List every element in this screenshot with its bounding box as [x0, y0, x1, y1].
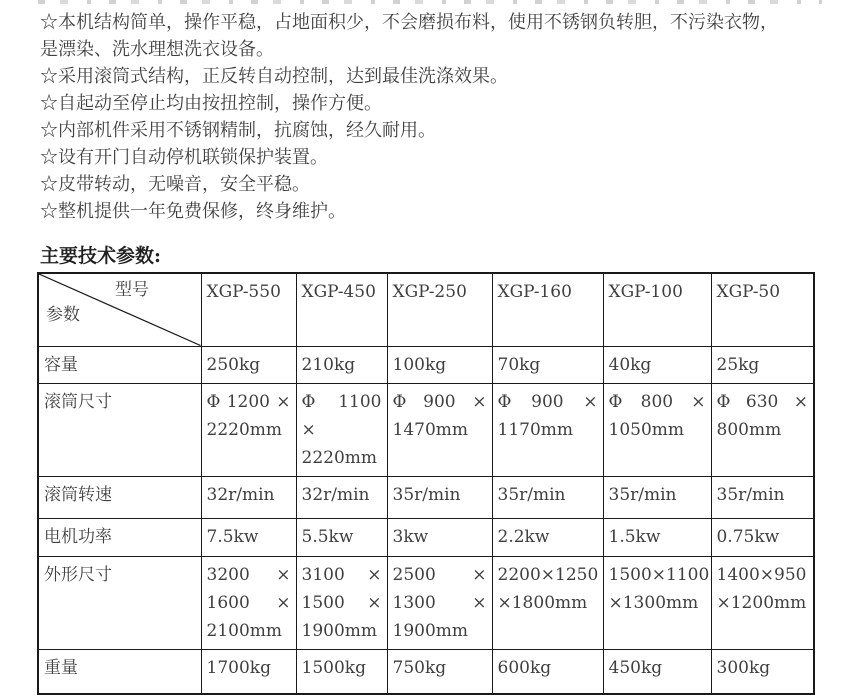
- cell-line: 1900mm: [392, 620, 469, 641]
- table-cell: [201, 518, 296, 556]
- cell-line: 2.2kw: [497, 526, 550, 547]
- feature-line: ☆设有开门自动停机联锁保护装置。: [40, 147, 328, 168]
- table-cell: [711, 346, 814, 383]
- table-row: [38, 476, 814, 518]
- cell-line: 2500 ×: [392, 564, 487, 585]
- table-cell: [711, 383, 814, 476]
- cell-line: 35r/min: [392, 484, 461, 505]
- clipped-text-remnant: [38, 0, 822, 4]
- cell-line: Φ 900 ×: [497, 391, 598, 412]
- feature-line: ☆自起动至停止均由按扭控制，操作方便。: [40, 93, 382, 114]
- param-label-cell: 电机功率: [38, 518, 201, 556]
- table-cell: [603, 518, 711, 556]
- cell-line: Φ 900 ×: [392, 391, 487, 412]
- table-cell: [387, 556, 492, 649]
- cell-line: 1600 ×: [206, 592, 291, 613]
- table-cell: [603, 476, 711, 518]
- feature-line: ☆皮带转动，无噪音，安全平稳。: [40, 174, 310, 195]
- table-cell: [296, 556, 387, 649]
- cell-line: 1170mm: [497, 419, 574, 440]
- header-model-label: 型号: [115, 280, 149, 300]
- param-label-cell: 重量: [38, 649, 201, 694]
- cell-line: 3kw: [392, 526, 429, 547]
- table-cell: [603, 556, 711, 649]
- feature-line: ☆采用滚筒式结构，正反转自动控制，达到最佳洗涤效果。: [40, 66, 508, 87]
- cell-line: 70kg: [497, 354, 541, 375]
- table-cell: [492, 383, 603, 476]
- table-header-row: [38, 273, 814, 346]
- cell-line: 1500 ×: [301, 592, 382, 613]
- model-header-cell: XGP-100: [603, 273, 711, 346]
- spec-table: [37, 272, 815, 695]
- cell-line: 1400×950: [716, 564, 807, 585]
- table-cell: [201, 346, 296, 383]
- cell-line: 32r/min: [206, 484, 275, 505]
- table-cell: [296, 476, 387, 518]
- param-label-cell: 容量: [38, 346, 201, 383]
- cell-line: ×1300mm: [608, 592, 699, 613]
- table-cell: [296, 518, 387, 556]
- table-row: [38, 556, 814, 649]
- cell-line: ×1200mm: [716, 592, 807, 613]
- cell-line: 750kg: [392, 657, 447, 678]
- cell-line: 35r/min: [497, 484, 566, 505]
- table-cell: [387, 649, 492, 694]
- feature-line: ☆内部机件采用不锈钢精制，抗腐蚀，经久耐用。: [40, 120, 436, 141]
- table-row: [38, 518, 814, 556]
- table-cell: [201, 383, 296, 476]
- cell-line: 1500kg: [301, 657, 366, 678]
- cell-line: 250kg: [206, 354, 261, 375]
- table-cell: [603, 383, 711, 476]
- table-row: [38, 383, 814, 476]
- table-cell: [492, 556, 603, 649]
- feature-line: 是漂染、洗水理想洗衣设备。: [40, 39, 274, 60]
- table-cell: [603, 346, 711, 383]
- table-cell: [603, 649, 711, 694]
- cell-line: 35r/min: [608, 484, 677, 505]
- model-header-cell: XGP-50: [711, 273, 814, 346]
- model-header-cell: XGP-250: [387, 273, 492, 346]
- table-cell: [201, 476, 296, 518]
- cell-line: 1900mm: [301, 620, 378, 641]
- feature-line: ☆本机结构简单，操作平稳，占地面积少，不会磨损布料，使用不锈钢负转胆，不污染衣物，: [40, 12, 778, 33]
- cell-line: 300kg: [716, 657, 771, 678]
- cell-line: Φ 1200 ×: [206, 391, 291, 412]
- table-cell: [492, 518, 603, 556]
- cell-line: 800mm: [716, 419, 782, 440]
- cell-line: 0.75kw: [716, 526, 780, 547]
- cell-line: 7.5kw: [206, 526, 259, 547]
- table-cell: [711, 476, 814, 518]
- cell-line: 1470mm: [392, 419, 469, 440]
- cell-line: 35r/min: [716, 484, 785, 505]
- cell-line: 1500×1100: [608, 564, 710, 585]
- model-header-cell: XGP-450: [296, 273, 387, 346]
- table-cell: [296, 649, 387, 694]
- table-cell: [711, 518, 814, 556]
- cell-line: Φ 1100 ×: [301, 391, 382, 440]
- param-label-cell: 滚筒转速: [38, 476, 201, 518]
- table-row: [38, 649, 814, 694]
- model-header-cell: XGP-550: [201, 273, 296, 346]
- cell-line: 2100mm: [206, 620, 283, 641]
- cell-line: 450kg: [608, 657, 663, 678]
- table-cell: [387, 346, 492, 383]
- cell-line: 210kg: [301, 354, 356, 375]
- table-row: [38, 346, 814, 383]
- feature-line: ☆整机提供一年免费保修，终身维护。: [40, 201, 346, 222]
- cell-line: 25kg: [716, 354, 760, 375]
- cell-line: 3200 ×: [206, 564, 291, 585]
- cell-line: ×1800mm: [497, 592, 588, 613]
- cell-line: 5.5kw: [301, 526, 354, 547]
- table-cell: [201, 649, 296, 694]
- cell-line: 1.5kw: [608, 526, 661, 547]
- param-label-cell: 滚筒尺寸: [38, 383, 201, 476]
- cell-line: 2200×1250: [497, 564, 599, 585]
- table-cell: [296, 383, 387, 476]
- table-cell: [201, 556, 296, 649]
- table-cell: [387, 518, 492, 556]
- param-label-cell: 外形尺寸: [38, 556, 201, 649]
- cell-line: Φ 630 ×: [716, 391, 808, 412]
- cell-line: Φ 800 ×: [608, 391, 706, 412]
- table-cell: [387, 476, 492, 518]
- cell-line: 32r/min: [301, 484, 370, 505]
- table-cell: [711, 556, 814, 649]
- feature-list: [40, 9, 840, 225]
- cell-line: 1050mm: [608, 419, 685, 440]
- model-header-cell: XGP-160: [492, 273, 603, 346]
- header-param-label: 参数: [46, 305, 80, 325]
- cell-line: 2220mm: [301, 447, 378, 468]
- cell-line: 1700kg: [206, 657, 271, 678]
- cell-line: 600kg: [497, 657, 552, 678]
- cell-line: 1300 ×: [392, 592, 487, 613]
- cell-line: 40kg: [608, 354, 652, 375]
- diagonal-header-cell: [38, 273, 201, 346]
- section-heading: 主要技术参数:: [40, 245, 162, 267]
- cell-line: 2220mm: [206, 419, 283, 440]
- table-cell: [492, 476, 603, 518]
- table-cell: [296, 346, 387, 383]
- table-cell: [711, 649, 814, 694]
- table-cell: [492, 346, 603, 383]
- table-cell: [387, 383, 492, 476]
- cell-line: 3100 ×: [301, 564, 382, 585]
- table-cell: [492, 649, 603, 694]
- cell-line: 100kg: [392, 354, 447, 375]
